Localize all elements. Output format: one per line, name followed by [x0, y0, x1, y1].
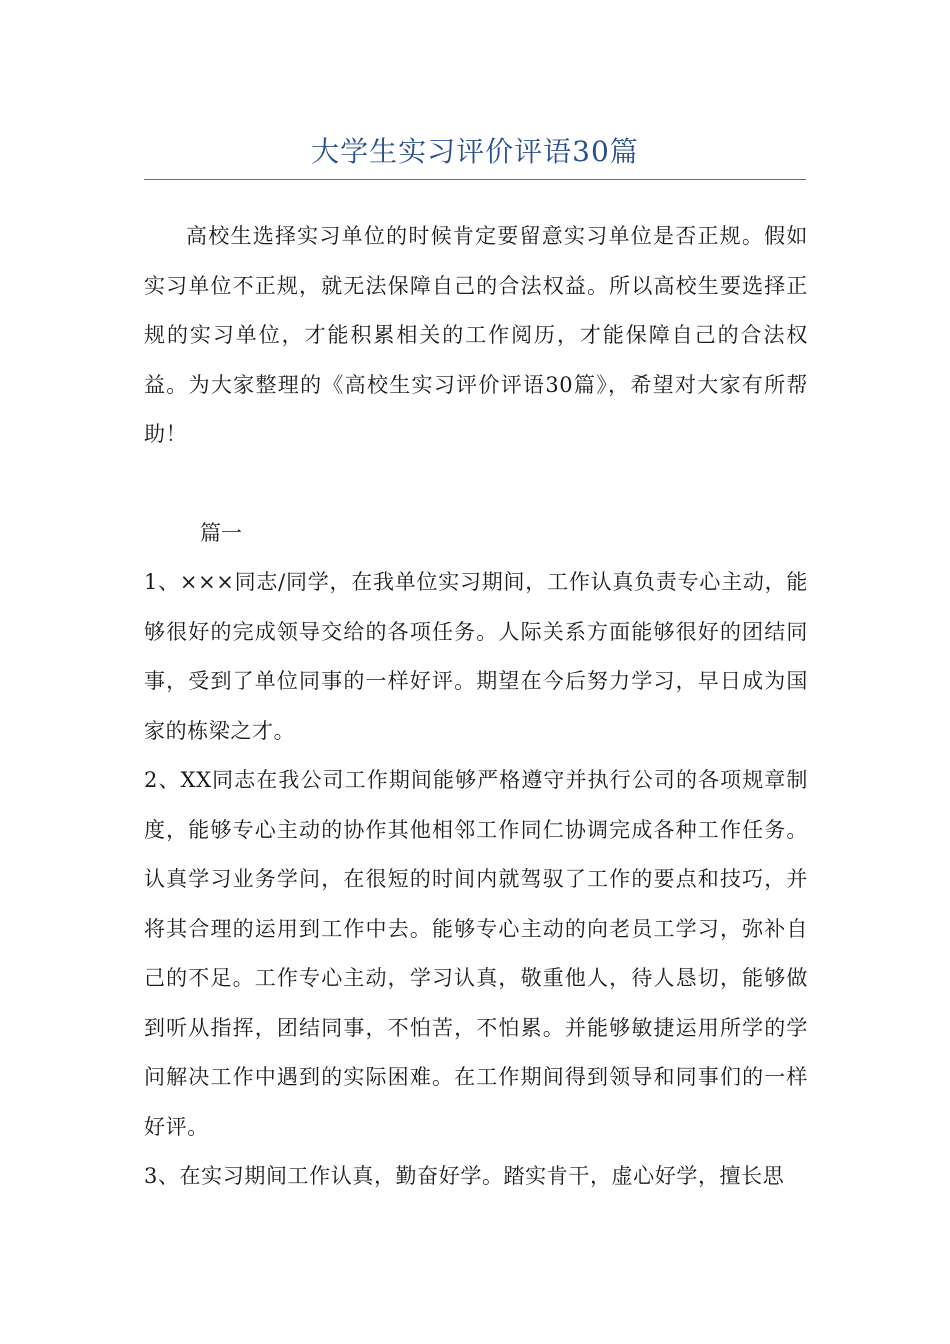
section-heading: 篇一 [200, 521, 242, 545]
document-title: 大学生实习评价评语30篇 [311, 135, 639, 168]
review-list [144, 558, 808, 1202]
review-item-2: 2、XX同志在我公司工作期间能够严格遵守并执行公司的各项规章制度，能够专心主动的协作其他相邻工作同仁协调完成各种工作任务。认真学习业务学问，在很短的时间内就驾驭了工作的要点和技巧，并将其合理的运用到工作中去。能够专心主动的向老员工学习，弥补自己的不足。工作专心主动，学习认真，敬重他人，待人恳切，能够做到听从指挥，团结同事，不怕苦，不怕累。并能够敏捷运用所学的学问解决工作中遇到的实际困难。在工作期间得到领导和同事们的一样好评。 [144, 768, 808, 1139]
review-item-3: 3、在实习期间工作认真，勤奋好学。踏实肯干，虚心好学，擅长思 [144, 1164, 785, 1188]
intro-paragraph: 高校生选择实习单位的时候肯定要留意实习单位是否正规。假如实习单位不正规，就无法保障自己的合法权益。所以高校生要选择正规的实习单位，才能积累相关的工作阅历，才能保障自己的合法权益。为大家整理的《高校生实习评价评语30篇》，希望对大家有所帮助！ [144, 224, 808, 446]
review-item-1: 1、×××同志/同学，在我单位实习期间，工作认真负责专心主动，能够很好的完成领导交给的各项任务。人际关系方面能够很好的团结同事，受到了单位同事的一样好评。期望在今后努力学习，早日成为国家的栋梁之才。 [144, 570, 808, 743]
title-underline [144, 179, 806, 180]
